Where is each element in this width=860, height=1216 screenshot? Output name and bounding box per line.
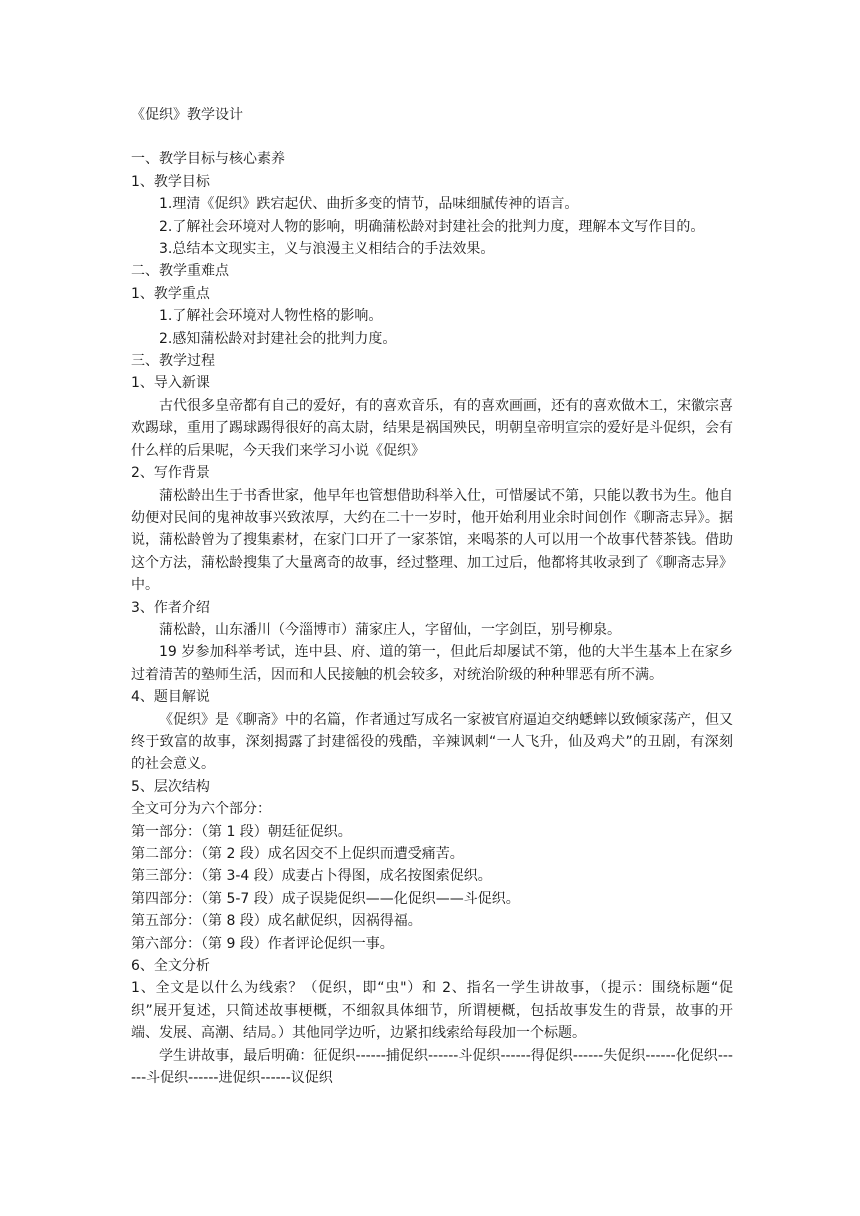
structure-part: 第一部分：（第 1 段）朝廷征促织。 (131, 823, 352, 840)
subsection-heading: 1、教学重点 (131, 285, 210, 302)
topic-paragraph: 《促织》是《聊斋》中的名篇，作者通过写成名一家被官府逼迫交纳蟋蟀以致倾家荡产，但又终于致富的故事，深刻揭露了封建徭役的残酷，辛辣讽刺“一人飞升，仙及鸡犬”的丑剧，有深刻的社会意义。 (131, 711, 733, 773)
goal-item: 1.理清《促织》跌宕起伏、曲折多变的情节，品味细腻传神的语言。 (159, 196, 579, 213)
key-point-item: 2.感知蒲松龄对封建社会的批判力度。 (159, 330, 397, 347)
section-heading: 三、教学过程 (131, 353, 215, 370)
summary-paragraph: 学生讲故事，最后明确：征促织------捕促织------斗促织------得促织------失促织------化促织------斗促织------进促织------议促织 (131, 1047, 733, 1087)
structure-part: 第二部分：（第 2 段）成名因交不上促织而遭受痛苦。 (131, 846, 464, 862)
subsection-heading: 4、题目解说 (131, 689, 210, 706)
document-title: 《促织》教学设计 (131, 107, 243, 123)
author-paragraph: 19 岁参加科举考试，连中县、府、道的第一，但此后却屡试不第，他的大半生基本上在家乡过着清苦的塾师生活，因而和人民接触的机会较多，对统治阶级的种种罪恶有所不满。 (131, 644, 733, 683)
analysis-paragraph: 1、全文是以什么为线索？（促织，即“虫"）和 2、指名一学生讲故事，（提示：围绕标题“促织”展开复述，只简述故事梗概，不细叙具体细节，所谓梗概，包括故事发生的背景，故事的开端、发展、高潮、结局。）其他同学边听，边紧扣线索给每段加一个标题。 (131, 980, 733, 1042)
document-body (131, 104, 733, 1089)
section-heading: 二、教学重难点 (131, 263, 229, 280)
structure-part: 第四部分：（第 5-7 段）成子误毙促织——化促织——斗促织。 (131, 890, 520, 907)
goal-item: 3.总结本文现实主，义与浪漫主义相结合的手法效果。 (159, 241, 495, 258)
structure-intro: 全文可分为六个部分： (131, 801, 271, 818)
subsection-heading: 6、全文分析 (131, 958, 210, 975)
subsection-heading: 2、写作背景 (131, 465, 210, 482)
subsection-heading: 1、导入新课 (131, 375, 210, 392)
structure-part: 第三部分：（第 3-4 段）成妻占卜得图，成名按图索促织。 (131, 868, 492, 885)
intro-paragraph: 古代很多皇帝都有自己的爱好，有的喜欢音乐，有的喜欢画画，还有的喜欢做木工，宋徽宗喜欢踢球，重用了踢球踢得很好的高太尉，结果是祸国殃民，明朝皇帝明宣宗的爱好是斗促织，会有什么样的后果呢，今天我们来学习小说《促织》 (131, 397, 733, 459)
background-paragraph: 蒲松龄出生于书香世家，他早年也管想借助科举入仕，可惜屡试不第，只能以教书为生。他自幼便对民间的鬼神故事兴致浓厚，大约在二十一岁时，他开始利用业余时间创作《聊斋志异》。据说，蒲松龄曾为了搜集素材，在家门口开了一家茶馆，来喝茶的人可以用一个故事代替茶钱。借助这个方法，蒲松龄搜集了大量离奇的故事，经过整理、加工过后，他都将其收录到了《聊斋志异》中。 (131, 487, 733, 594)
subsection-heading: 1、教学目标 (131, 173, 210, 190)
author-paragraph: 蒲松龄，山东潘川（今淄博市）蒲家庄人，字留仙，一字剑臣，别号柳泉。 (159, 621, 621, 638)
key-point-item: 1.了解社会环境对人物性格的影响。 (159, 308, 383, 325)
structure-part: 第六部分：（第 9 段）作者评论促织一事。 (131, 935, 394, 952)
structure-part: 第五部分：（第 8 段）成名献促织，因祸得福。 (131, 913, 422, 930)
subsection-heading: 3、作者介绍 (131, 599, 210, 616)
section-heading: 一、教学目标与核心素养 (131, 151, 285, 168)
goal-item: 2.了解社会环境对人物的影响，明确蒲松龄对封建社会的批判力度，理解本文写作目的。 (159, 218, 705, 235)
subsection-heading: 5、层次结构 (131, 778, 210, 795)
